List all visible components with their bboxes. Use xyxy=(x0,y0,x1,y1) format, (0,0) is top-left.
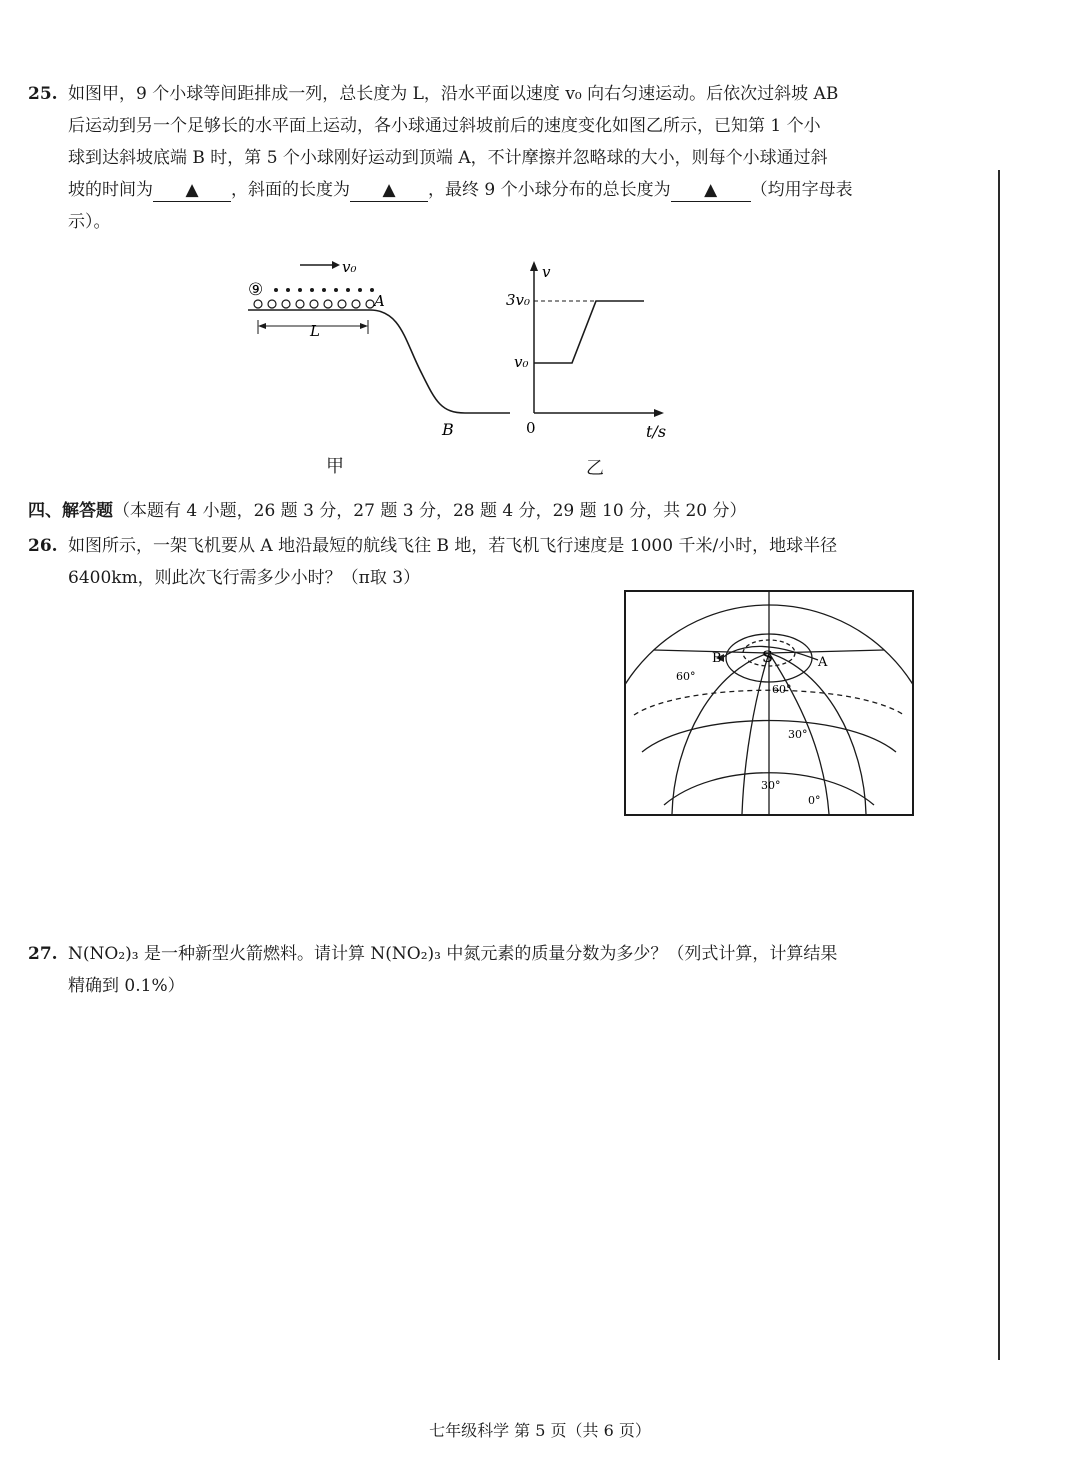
text-line: 如图甲，9 个小球等间距排成一列，总长度为 L，沿水平面以速度 v₀ 向右匀速运动。后依次过斜坡 AB xyxy=(68,84,839,104)
answer-blank-slope-length[interactable]: ▲ xyxy=(350,179,428,202)
equator-label: 0° xyxy=(808,794,821,807)
figure-yi-vt-graph xyxy=(500,255,680,445)
question-number: 25. xyxy=(28,84,58,104)
text-line: 示）。 xyxy=(68,212,111,232)
velocity-label: v₀ xyxy=(342,258,357,276)
text-line: 如图所示，一架飞机要从 A 地沿最短的航线飞往 B 地，若飞机飞行速度是 1000 千米/小时，地球半径 xyxy=(68,536,838,556)
point-b-label: B xyxy=(712,651,722,666)
latitude-30-upper: 30° xyxy=(788,728,808,741)
text-line: 精确到 0.1%） xyxy=(68,976,185,996)
y-axis-label: v xyxy=(542,263,551,281)
text-line: N(NO₂)₃ 是一种新型火箭燃料。请计算 N(NO₂)₃ 中氮元素的质量分数为多少？（列式计算，计算结果 xyxy=(68,944,838,964)
velocity-line xyxy=(534,301,644,363)
ball-row xyxy=(254,300,374,308)
figure-caption-yi: 乙 xyxy=(586,458,604,479)
question-number: 26. xyxy=(28,536,58,556)
text-line: 6400km，则此次飞行需多少小时？（π取 3） xyxy=(68,568,421,588)
page-footer: 七年级科学 第 5 页（共 6 页） xyxy=(429,1421,651,1440)
latitude-60-left: 60° xyxy=(676,670,696,683)
answer-blank-total-length[interactable]: ▲ xyxy=(671,179,751,202)
text-line: 后运动到另一个足够长的水平面上运动，各小球通过斜坡前后的速度变化如图乙所示，已知第 1 个小 xyxy=(68,116,821,136)
latitude-60-middle: 60° xyxy=(772,683,792,696)
figure-jia-slope xyxy=(240,250,520,450)
question-text xyxy=(68,938,928,1002)
question-text xyxy=(68,530,928,594)
ball-9-label: ⑨ xyxy=(248,280,264,300)
point-b-label: B xyxy=(442,420,454,439)
point-a-label: A xyxy=(818,655,828,670)
section-title: 四、解答题（本题有 4 小题，26 题 3 分，27 题 3 分，28 题 4 分，29 题 10 分，共 20 分） xyxy=(28,501,747,521)
tick-v0: v₀ xyxy=(514,353,529,371)
question-text xyxy=(68,78,928,238)
latitude-30-lower: 30° xyxy=(761,779,781,792)
question-number: 27. xyxy=(28,944,58,964)
question-25 xyxy=(28,78,928,238)
dotted-row xyxy=(274,288,374,292)
text-line: 球到达斜坡底端 B 时，第 5 个小球刚好运动到顶端 A，不计摩擦并忽略球的大小，则每个小球通过斜 xyxy=(68,148,828,168)
x-axis-label: t/s xyxy=(646,422,667,441)
globe-diagram xyxy=(624,590,914,816)
length-label: L xyxy=(310,322,320,340)
question-27 xyxy=(28,938,928,1002)
point-a-label: A xyxy=(374,292,385,310)
question-26 xyxy=(28,530,928,594)
pole-label: S xyxy=(762,647,773,666)
slope-curve xyxy=(248,310,510,413)
margin-line xyxy=(998,170,1000,1360)
tick-3v0: 3v₀ xyxy=(506,291,531,309)
answer-blank-time[interactable]: ▲ xyxy=(153,179,231,202)
origin-label: 0 xyxy=(526,419,536,437)
text-line: 坡的时间为 ▲ ，斜面的长度为 ▲ ，最终 9 个小球分布的总长度为 ▲ （均用字母表 xyxy=(68,180,853,200)
figure-caption-jia: 甲 xyxy=(326,456,344,477)
